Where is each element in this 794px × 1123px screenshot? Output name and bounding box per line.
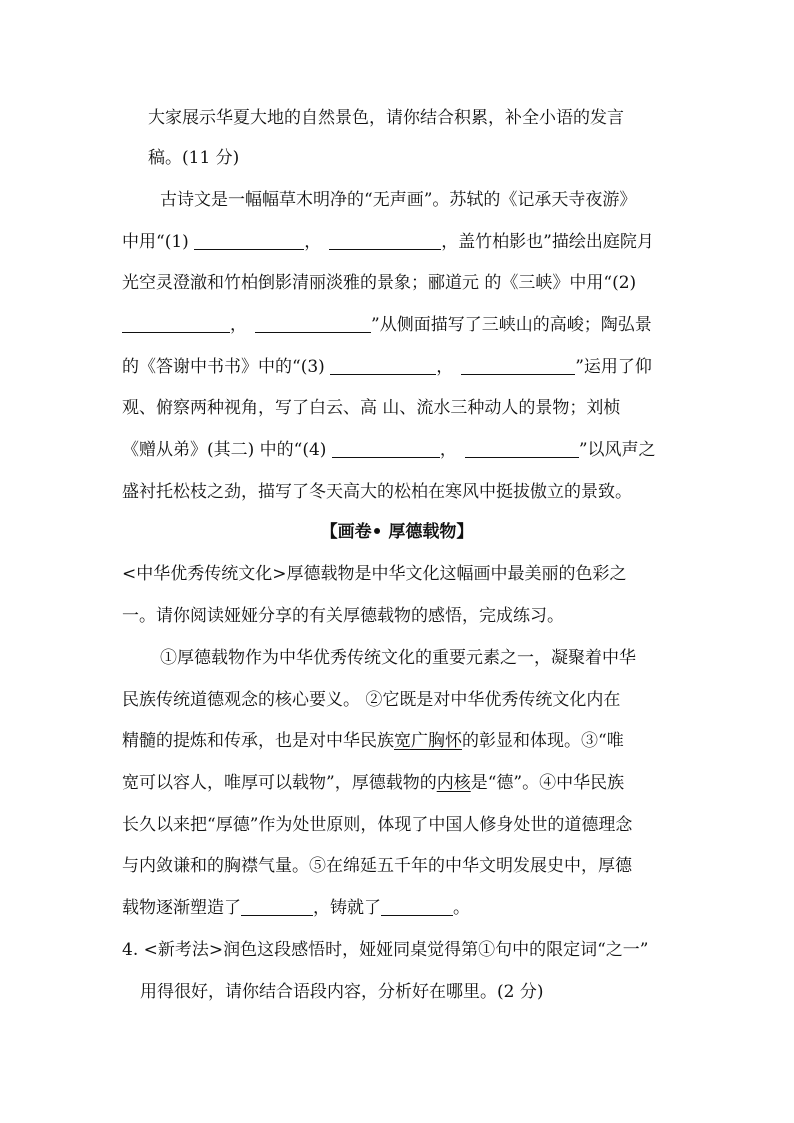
passage-line-6: 与内敛谦和的胸襟气量。⑤在绵延五千年的中华文明发展史中，厚德 xyxy=(122,856,632,876)
poetry-line-1: 古诗文是一幅幅草木明净的“无声画”。苏轼的《记承天寺夜游》 xyxy=(160,190,637,210)
answer-blank-3a[interactable] xyxy=(330,356,436,375)
answer-blank-2a[interactable] xyxy=(122,314,230,333)
answer-blank-5a[interactable] xyxy=(241,897,313,916)
intro-line-1: 大家展示华夏大地的自然景色，请你结合积累，补全小语的发言 xyxy=(148,108,624,128)
text: 宽可以容人，唯厚可以载物”，厚德载物的 xyxy=(122,773,437,793)
underlined-word: 内核 xyxy=(436,773,471,793)
passage-line-4 xyxy=(122,771,624,795)
text: 的《答谢中书书》中的“(3) xyxy=(122,357,331,377)
question-4-line-1: 4. <新考法>润色这段感悟时，娅娅同桌觉得第①句中的限定词“之一” xyxy=(122,940,649,960)
text: 的彰显和体现。③“唯 xyxy=(462,731,624,751)
text: ，盖竹柏影也”描绘出庭院月 xyxy=(441,232,654,252)
text: 载物逐渐塑造了 xyxy=(122,898,241,918)
passage-line-5: 长久以来把“厚德”作为处世原则，体现了中国人修身处世的道德理念 xyxy=(122,815,633,835)
passage-line-7 xyxy=(122,896,470,920)
poetry-line-6: 观、俯察两种视角，写了白云、高 山、流水三种动人的景物；刘桢 xyxy=(122,398,621,418)
text: ， xyxy=(439,440,457,460)
poetry-line-7 xyxy=(122,438,656,462)
passage-line-3 xyxy=(122,729,624,753)
text: ，铸就了 xyxy=(313,898,381,918)
text: 。 xyxy=(453,898,470,918)
section-intro-2: 一。请你阅读娅娅分享的有关厚德载物的感悟，完成练习。 xyxy=(122,606,564,626)
section-heading: 【画卷• 厚德载物】 xyxy=(320,522,474,542)
text: 《赠从弟》(其二) 中的“(4) xyxy=(122,440,332,460)
section-intro-1: <中华优秀传统文化>厚德载物是中华文化这幅画中最美丽的色彩之 xyxy=(122,564,627,584)
poetry-line-8: 盛衬托松枝之劲，描写了冬天高大的松柏在寒风中挺拔傲立的景致。 xyxy=(122,482,632,502)
text: 中用“(1) xyxy=(122,232,195,252)
text: ”运用了仰 xyxy=(575,357,652,377)
passage-line-2: 民族传统道德观念的核心要义。 ②它既是对中华优秀传统文化内在 xyxy=(122,690,621,710)
text: 精髓的提炼和传承，也是对中华民族 xyxy=(122,731,394,751)
answer-blank-4a[interactable] xyxy=(332,439,440,458)
intro-line-2: 稿。(11 分) xyxy=(148,148,240,168)
poetry-line-2 xyxy=(122,230,654,254)
poetry-line-3: 光空灵澄澈和竹柏倒影清丽淡雅的景象；郦道元 的《三峡》中用“(2) xyxy=(122,273,637,293)
answer-blank-2b[interactable] xyxy=(255,314,371,333)
answer-blank-5b[interactable] xyxy=(381,897,453,916)
answer-blank-3b[interactable] xyxy=(461,356,575,375)
text: ”从侧面描写了三峡山的高峻；陶弘景 xyxy=(371,315,652,335)
question-4-line-2: 用得很好，请你结合语段内容，分析好在哪里。(2 分) xyxy=(140,982,544,1002)
passage-line-1: ①厚德载物作为中华优秀传统文化的重要元素之一，凝聚着中华 xyxy=(160,648,636,668)
text: ， xyxy=(436,357,454,377)
underlined-phrase: 宽广胸怀 xyxy=(394,731,462,751)
text: 是“德”。④中华民族 xyxy=(470,773,625,793)
answer-blank-1b[interactable] xyxy=(329,231,441,250)
poetry-line-4 xyxy=(122,313,652,337)
answer-blank-1a[interactable] xyxy=(194,231,304,250)
text: ， xyxy=(304,232,322,252)
text: ， xyxy=(230,315,247,335)
text: ”以风声之 xyxy=(578,440,656,460)
poetry-line-5 xyxy=(122,355,652,379)
answer-blank-4b[interactable] xyxy=(465,439,579,458)
